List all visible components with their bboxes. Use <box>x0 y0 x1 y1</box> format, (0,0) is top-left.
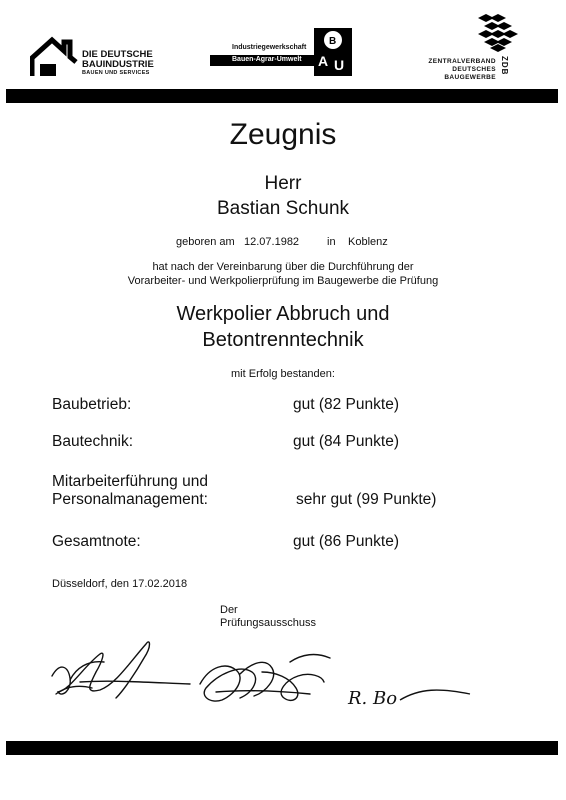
grade-value-mitarbeiter: sehr gut (99 Punkte) <box>296 491 437 508</box>
certificate-title: Zeugnis <box>229 118 337 151</box>
passed-text: mit Erfolg bestanden: <box>231 368 335 380</box>
salutation: Herr <box>264 173 302 194</box>
zdb-line3: BAUGEWERBE <box>444 74 496 81</box>
svg-text:U: U <box>334 57 345 73</box>
committee-line2: Prüfungsausschuss <box>220 617 316 629</box>
intro-line2: Vorarbeiter- und Werkpolierprüfung im Baugewerbe die Prüfung <box>127 275 439 287</box>
intro-line1: hat nach der Vereinbarung über die Durchführung der <box>152 261 414 273</box>
grade-value-bautechnik: gut (84 Punkte) <box>293 433 399 450</box>
zdb-logo <box>420 12 536 82</box>
zdb-vertical-label: ZDB <box>500 56 509 76</box>
signature-3-text: R. Bo <box>348 688 398 709</box>
bauindustrie-line2: BAUINDUSTRIE <box>82 59 154 70</box>
birth-place: Koblenz <box>348 236 388 248</box>
qualification-line1: Werkpolier Abbruch und <box>176 303 390 325</box>
birth-prefix: geboren am <box>176 236 235 248</box>
house-icon <box>30 36 78 78</box>
igbau-line2: Bauen-Agrar-Umwelt <box>232 56 302 63</box>
grade-label-mitarbeiter-line1: Mitarbeiterführung und <box>52 473 208 490</box>
grade-label-mitarbeiter-line2: Personalmanagement: <box>52 491 208 508</box>
signatures <box>40 632 500 732</box>
igbau-emblem-icon <box>312 26 354 78</box>
candidate-name: Bastian Schunk <box>216 198 350 219</box>
grade-value-gesamtnote: gut (86 Punkte) <box>293 533 399 550</box>
bauindustrie-line3: BAUEN UND SERVICES <box>82 70 150 76</box>
bottom-rule <box>6 741 558 755</box>
birth-place-prefix: in <box>327 236 336 248</box>
signature-1-icon <box>52 642 190 698</box>
grade-value-baubetrieb: gut (82 Punkte) <box>293 396 399 413</box>
birth-date: 12.07.1982 <box>244 236 300 248</box>
committee-line1: Der <box>220 604 238 616</box>
zdb-cubes-icon <box>476 12 520 52</box>
bauindustrie-logo <box>30 36 160 80</box>
zdb-line2: DEUTSCHES <box>452 66 496 73</box>
grade-label-baubetrieb: Baubetrieb: <box>52 396 132 413</box>
grade-label-bautechnik: Bautechnik: <box>52 433 133 450</box>
zdb-line1: ZENTRALVERBAND <box>428 58 496 65</box>
igbau-logo <box>206 22 356 80</box>
svg-text:B: B <box>329 36 337 47</box>
top-rule <box>6 89 558 103</box>
igbau-line1: Industriegewerkschaft <box>232 44 307 51</box>
place-date: Düsseldorf, den 17.02.2018 <box>52 578 188 590</box>
bauindustrie-line1: DIE DEUTSCHE <box>82 49 153 60</box>
grade-label-gesamtnote: Gesamtnote: <box>52 533 141 550</box>
svg-text:A: A <box>318 53 329 69</box>
qualification-line2: Betontrenntechnik <box>202 329 364 351</box>
